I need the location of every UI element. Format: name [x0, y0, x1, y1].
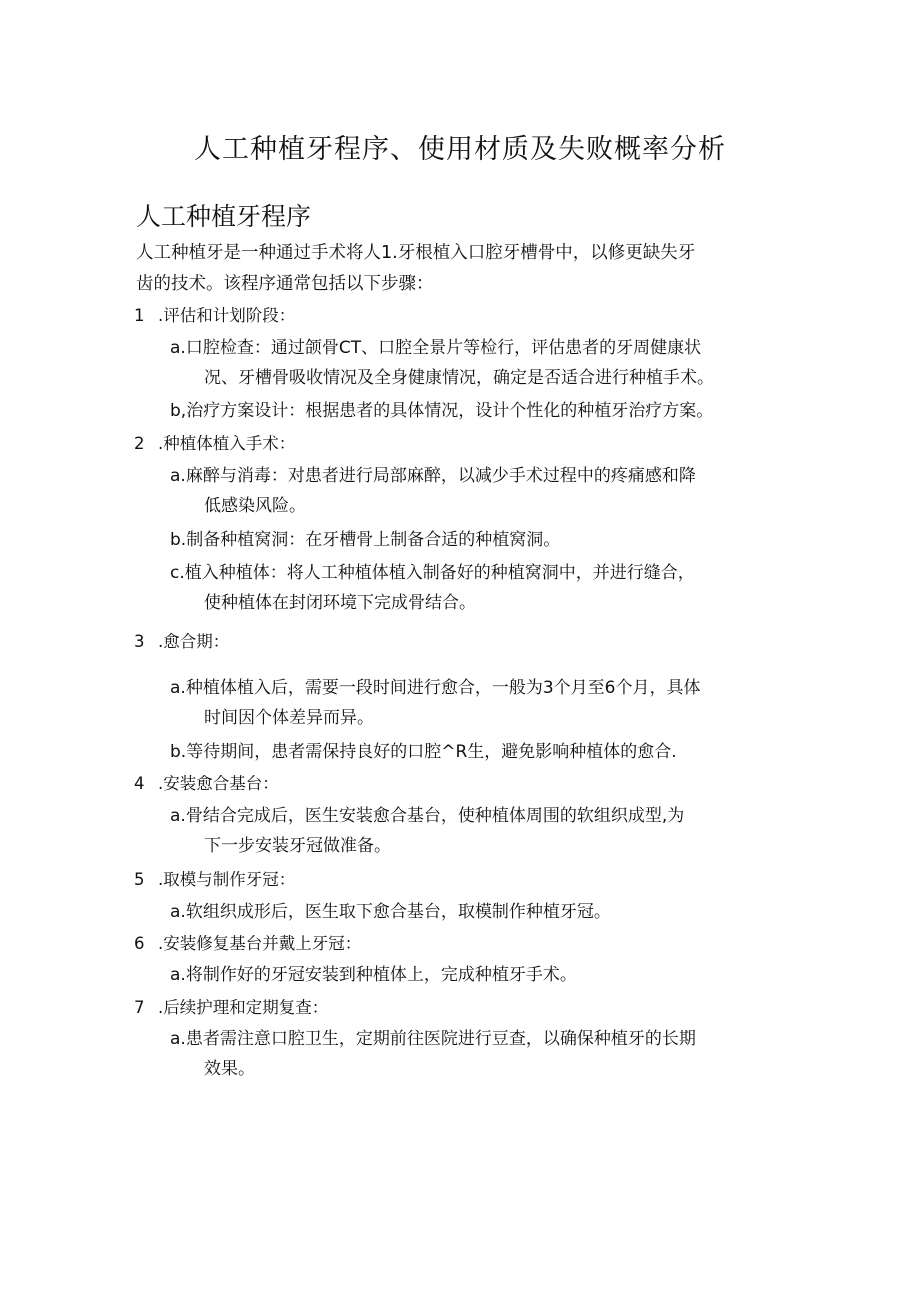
substep-1a	[170, 333, 795, 393]
step-7	[134, 997, 328, 1019]
substep-7a	[170, 1024, 795, 1084]
substep-line: a.软组织成形后，医生取下愈合基台，取模制作种植牙冠。	[170, 902, 611, 922]
intro-line: 人工种植牙是一种通过手术将人1.牙根植入口腔牙槽骨中，以修更缺失牙	[136, 243, 696, 263]
step-label: .后续护理和定期复查：	[158, 998, 329, 1017]
step-number: 6	[134, 934, 145, 953]
substep-2c	[170, 558, 795, 618]
substep-line: b.制备种植窝洞：在牙槽骨上制备合适的种植窝洞。	[170, 530, 561, 550]
step-1	[134, 305, 295, 327]
step-label: .安装修复基台并戴上牙冠：	[158, 934, 362, 953]
substep-line: a.种植体植入后，需要一段时间进行愈合，一般为3个月至6个月，具体	[170, 678, 701, 698]
substep-continuation: 低感染风险。	[204, 496, 306, 516]
step-6	[134, 933, 361, 955]
substep-continuation: 效果。	[204, 1059, 255, 1079]
substep-line: a.患者需注意口腔卫生，定期前往医院进行豆查，以确保种植牙的长期	[170, 1029, 696, 1049]
substep-line: a.将制作好的牙冠安装到种植体上，完成种植牙手术。	[170, 965, 577, 985]
substep-line: a.骨结合完成后，医生安装愈合基台，使种植体周围的软组织成型,为	[170, 806, 685, 826]
substep-continuation: 下一步安装牙冠做准备。	[204, 836, 391, 856]
step-number: 7	[134, 998, 145, 1017]
substep-3b	[170, 737, 795, 767]
substep-6a	[170, 960, 795, 990]
substep-line: c.植入种植体：将人工种植体植入制备好的种植窝洞中，并进行缝合，	[170, 563, 695, 583]
step-number: 2	[134, 434, 145, 453]
substep-continuation: 况、牙槽骨吸收情况及全身健康情况，确定是否适合进行种植手术。	[204, 368, 714, 388]
intro-paragraph	[136, 238, 796, 300]
substep-line: b,治疗方案设计：根据患者的具体情况，设计个性化的种植牙治疗方案。	[170, 401, 714, 421]
step-label: .取模与制作牙冠：	[158, 870, 296, 889]
substep-3a	[170, 673, 795, 733]
substep-line: b.等待期间，患者需保持良好的口腔^R生，避免影响种植体的愈合.	[170, 742, 677, 762]
step-label: .安装愈合基台：	[158, 774, 279, 793]
substep-5a	[170, 897, 795, 927]
substep-1b	[170, 396, 795, 426]
intro-line: 齿的技术。该程序通常包括以下步骤：	[136, 274, 434, 294]
substep-continuation: 使种植体在封闭环境下完成骨结合。	[204, 593, 476, 613]
step-label: .种植体植入手术：	[158, 434, 296, 453]
step-number: 5	[134, 870, 145, 889]
substep-line: a.麻醉与消毒：对患者进行局部麻醉，以减少手术过程中的疼痛感和降	[170, 466, 696, 486]
section-heading: 人工种植牙程序	[136, 202, 312, 231]
step-2	[134, 433, 295, 455]
substep-line: a.口腔检查：通过颌骨CT、口腔全景片等检行，评估患者的牙周健康状	[170, 338, 702, 358]
step-number: 1	[134, 306, 145, 325]
step-3	[134, 631, 229, 653]
substep-continuation: 时间因个体差异而异。	[204, 708, 374, 728]
document-title: 人工种植牙程序、使用材质及失败概率分析	[194, 134, 726, 165]
step-number: 3	[134, 632, 145, 651]
step-label: .愈合期：	[158, 632, 230, 651]
step-5	[134, 869, 295, 891]
substep-4a	[170, 801, 795, 861]
step-number: 4	[134, 774, 145, 793]
step-label: .评估和计划阶段：	[158, 306, 296, 325]
substep-2b	[170, 525, 795, 555]
substep-2a	[170, 461, 795, 521]
step-4	[134, 773, 279, 795]
